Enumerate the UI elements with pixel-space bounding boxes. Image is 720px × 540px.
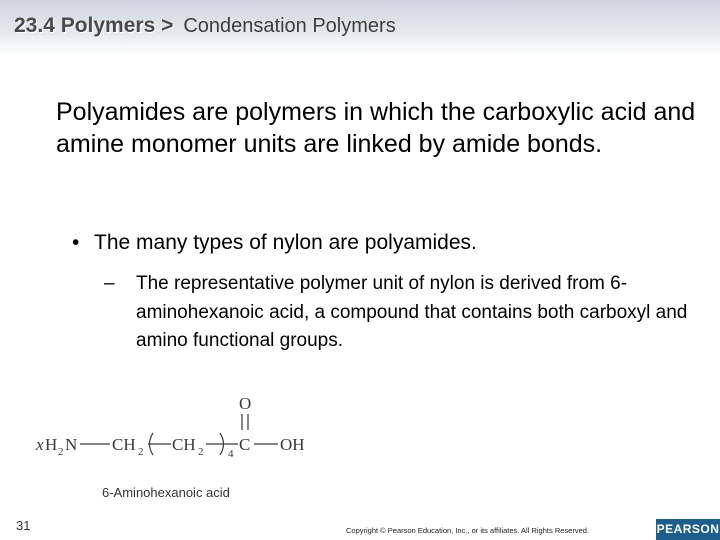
copyright-notice: Copyright © Pearson Education, Inc., or its affiliates. All Rights Reserved. (346, 526, 590, 535)
formula-sub-2a: 2 (58, 446, 64, 458)
formula-caption: 6-Aminohexanoic acid (102, 485, 230, 500)
pearson-logo: PEARSON (656, 519, 720, 540)
formula-oxygen: O (239, 394, 252, 413)
sub-bullet-item (104, 270, 704, 356)
formula-oh: OH (280, 435, 305, 454)
formula-x: x (36, 435, 44, 454)
sub-bullet-text: The representative polymer unit of nylon is derived from 6-aminohexanoic acid, a compound that contains both carboxyl and amino functional groups. (136, 273, 688, 351)
formula-carbon: C (239, 435, 251, 454)
formula-ch2-b: CH (172, 435, 196, 454)
formula-n: N (65, 435, 78, 454)
formula-sub-2c: 2 (198, 446, 204, 458)
bullet-dot: • (72, 231, 80, 254)
formula-h: H (45, 435, 58, 454)
slide-header (14, 14, 396, 38)
structural-formula (30, 385, 340, 505)
main-paragraph: Polyamides are polymers in which the carboxylic acid and amine monomer units are linked by amide bonds. (56, 98, 696, 158)
formula-ch2-a: CH (112, 435, 136, 454)
slide-subtitle: Condensation Polymers (183, 15, 396, 37)
bullet-text: The many types of nylon are polyamides. (94, 231, 477, 254)
bullet-item (72, 229, 692, 257)
section-title: 23.4 Polymers > (14, 14, 174, 37)
sub-bullet-dash: – (104, 273, 115, 294)
slide-number: 31 (16, 518, 31, 533)
repeat-subscript: 4 (228, 448, 234, 460)
formula-sub-2b: 2 (138, 446, 144, 458)
